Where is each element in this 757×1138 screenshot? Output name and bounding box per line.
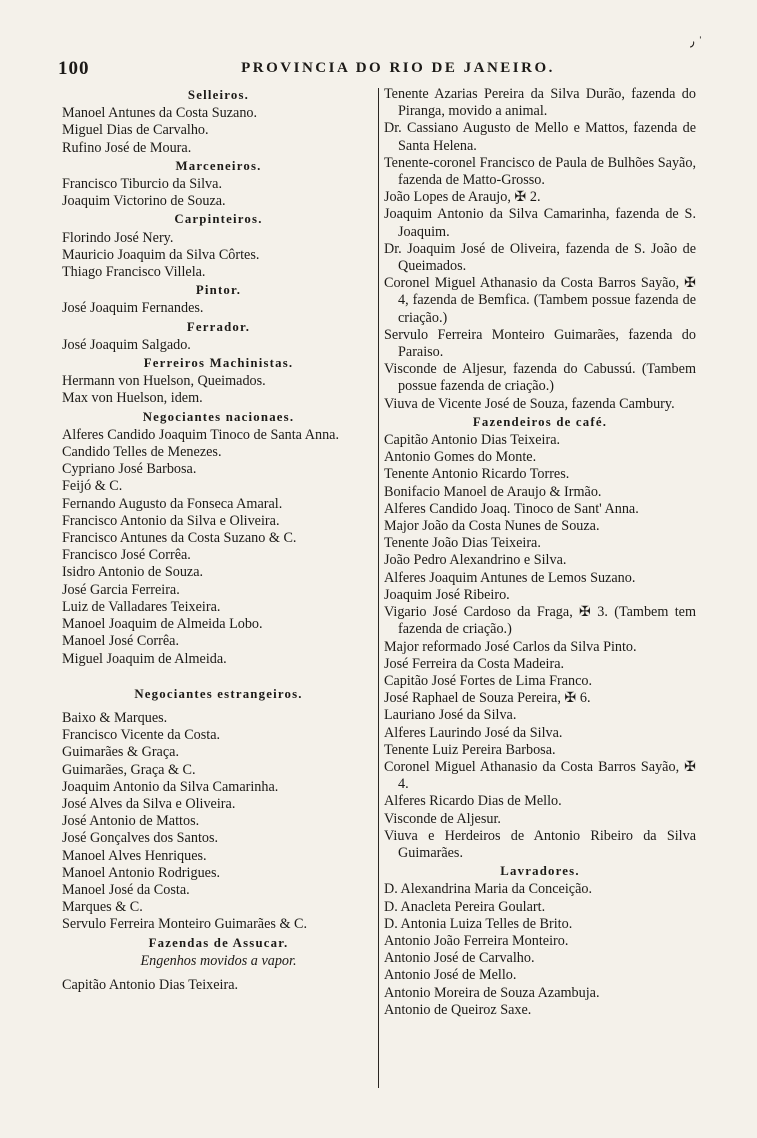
section-heading-fazendas-assucar: Fazendas de Assucar. [148, 935, 289, 950]
section-heading-negociantes-nacionaes: Negociantes nacionaes. [142, 409, 295, 424]
section-heading-selleiros: Selleiros. [187, 88, 250, 102]
list-item: Luiz de Valladares Teixeira. [62, 598, 221, 615]
list-item: Manoel José da Costa. [62, 881, 190, 898]
list-item: Servulo Ferreira Monteiro Guimarães, fazenda do Paraiso. [384, 326, 696, 361]
list-item: Rufino José de Moura. [62, 139, 192, 156]
list-item: Capitão Antonio Dias Teixeira. [62, 976, 239, 993]
list-item: José Gonçalves dos Santos. [62, 830, 219, 847]
list-item: Francisco José Corrêa. [62, 547, 191, 564]
column-rule [378, 88, 379, 1088]
list-item: Joaquim José Ribeiro. [384, 586, 510, 603]
list-item: Cypriano José Barbosa. [62, 461, 197, 478]
list-item: Tenente Luiz Pereira Barbosa. [384, 741, 556, 758]
page-number: 100 [58, 58, 90, 79]
list-item: D. Anacleta Pereira Goulart. [384, 898, 546, 915]
list-item: Antonio José de Carvalho. [384, 950, 535, 967]
section-heading-carpinteiros: Carpinteiros. [174, 212, 263, 227]
list-item: D. Alexandrina Maria da Conceição. [384, 881, 593, 898]
list-item: Alferes Laurindo José da Silva. [384, 724, 563, 741]
list-item: João Pedro Alexandrino e Silva. [384, 552, 567, 569]
list-item: Feijó & C. [62, 478, 123, 495]
list-item: Major reformado José Carlos da Silva Pinto. [384, 638, 637, 655]
left-column [62, 86, 375, 994]
list-item: Joaquim Antonio da Silva Camarinha, fazenda de S. Joaquim. [384, 206, 696, 240]
list-item: Mauricio Joaquim da Silva Côrtes. [62, 246, 260, 263]
list-item: Francisco Antonio da Silva e Oliveira. [62, 512, 280, 529]
list-item: Alferes Candido Joaquim Tinoco de Santa Anna. [62, 426, 340, 443]
list-item: Candido Telles de Menezes. [62, 444, 222, 461]
list-item: Antonio Gomes do Monte. [384, 449, 537, 466]
list-item: Dr. Cassiano Augusto de Mello e Mattos, fazenda de Santa Helena. [384, 120, 696, 154]
list-item: Tenente João Dias Teixeira. [384, 535, 541, 552]
list-item: Baixo & Marques. [62, 709, 168, 726]
list-item: José Garcia Ferreira. [62, 581, 180, 598]
list-item: Francisco Antunes da Costa Suzano & C. [62, 530, 297, 547]
list-item: Max von Huelson, idem. [62, 390, 203, 407]
list-item: José Joaquim Fernandes. [62, 300, 204, 317]
list-item: Servulo Ferreira Monteiro Guimarães & C. [62, 916, 308, 933]
list-item: Francisco Vicente da Costa. [62, 727, 221, 744]
list-item: Vigario José Cardoso da Fraga, ✠ 3. (Tambem tem fazenda de criação.) [384, 604, 696, 638]
list-item: Coronel Miguel Athanasio da Costa Barros Sayão, ✠ 4. [384, 758, 696, 793]
list-item: José Raphael de Souza Pereira, ✠ 6. [384, 690, 591, 707]
section-heading-lavradores: Lavradores. [500, 864, 580, 879]
section-heading-marceneiros: Marceneiros. [175, 158, 262, 173]
list-item: Viuva e Herdeiros de Antonio Ribeiro da Silva Guimarães. [384, 827, 696, 861]
section-heading-pintor: Pintor. [195, 283, 242, 298]
list-item: Guimarães, Graça & C. [62, 761, 196, 778]
list-item: Visconde de Aljesur, fazenda do Cabussú. (Tambem possue fazenda de criação.) [384, 361, 696, 395]
list-item: José Antonio de Mattos. [62, 813, 200, 830]
list-item: Guimarães & Graça. [62, 744, 179, 761]
list-item: Coronel Miguel Athanasio da Costa Barros Sayão, ✠ 4, fazenda de Bemfica. (Tambem possue fazenda de criação.) [384, 275, 696, 326]
list-item: Joaquim Victorino de Souza. [62, 193, 226, 210]
corner-mark: ٫ ˈ [690, 35, 703, 50]
spacer [62, 668, 375, 685]
list-item: Manoel Antonio Rodrigues. [62, 864, 221, 881]
list-item: Major João da Costa Nunes de Souza. [384, 518, 600, 535]
list-item: Thiago Francisco Villela. [62, 264, 206, 281]
section-heading-ferrador: Ferrador. [186, 319, 251, 334]
list-item: Lauriano José da Silva. [384, 707, 517, 724]
list-item: Antonio Moreira de Souza Azambuja. [384, 984, 600, 1001]
list-item: Visconde de Aljesur. [384, 810, 501, 827]
list-item: Alferes Ricardo Dias de Mello. [384, 793, 562, 810]
list-item: Antonio José de Mello. [384, 967, 517, 984]
list-item: Marques & C. [62, 899, 143, 916]
list-item: Bonifacio Manoel de Araujo & Irmão. [384, 483, 602, 500]
list-item: Alferes Joaquim Antunes de Lemos Suzano. [384, 569, 636, 586]
list-item: Miguel Joaquim de Almeida. [62, 650, 227, 667]
list-item: Tenente-coronel Francisco de Paula de Bulhões Sayão, fazenda de Matto-Grosso. [384, 154, 696, 189]
list-item: José Alves da Silva e Oliveira. [62, 795, 236, 812]
list-item: Fernando Augusto da Fonseca Amaral. [62, 495, 283, 512]
list-item: Isidro Antonio de Souza. [62, 564, 204, 581]
list-item: Joaquim Antonio da Silva Camarinha. [62, 778, 279, 795]
right-column [384, 86, 696, 1019]
list-item: Manoel Joaquim de Almeida Lobo. [62, 616, 263, 633]
section-subheading: Engenhos movidos a vapor. [140, 952, 297, 969]
running-head: PROVINCIA DO RIO DE JANEIRO. [241, 60, 555, 76]
list-item: Manoel José Corrêa. [62, 633, 180, 650]
list-item: Florindo José Nery. [62, 229, 174, 246]
list-item: Antonio de Queiroz Saxe. [384, 1001, 532, 1018]
list-item: Capitão Antonio Dias Teixeira. [384, 432, 561, 449]
list-item: Antonio João Ferreira Monteiro. [384, 932, 569, 949]
list-item: José Joaquim Salgado. [62, 336, 191, 353]
section-heading-ferreiros: Ferreiros Machinistas. [143, 356, 294, 371]
list-item: Tenente Azarias Pereira da Silva Durão, fazenda do Piranga, movido a animal. [384, 86, 696, 120]
section-heading-fazendeiros-cafe: Fazendeiros de café. [472, 414, 608, 429]
list-item: Alferes Candido Joaq. Tinoco de Sant' Anna. [384, 500, 639, 517]
page-header [58, 58, 698, 80]
list-item: João Lopes de Araujo, ✠ 2. [384, 189, 541, 206]
list-item: Capitão José Fortes de Lima Franco. [384, 672, 593, 689]
list-item: José Ferreira da Costa Madeira. [384, 655, 565, 672]
list-item: Tenente Antonio Ricardo Torres. [384, 466, 570, 483]
list-item: Manoel Alves Henriques. [62, 847, 207, 864]
list-item: Dr. Joaquim José de Oliveira, fazenda de S. João de Queimados. [384, 240, 696, 275]
list-item: Miguel Dias de Carvalho. [62, 122, 209, 139]
list-item: Viuva de Vicente José de Souza, fazenda Cambury. [384, 395, 675, 412]
list-item: D. Antonia Luiza Telles de Brito. [384, 915, 573, 932]
list-item: Hermann von Huelson, Queimados. [62, 373, 266, 390]
list-item: Francisco Tiburcio da Silva. [62, 176, 222, 193]
list-item: Manoel Antunes da Costa Suzano. [62, 105, 258, 122]
section-heading-negociantes-estrangeiros: Negociantes estrangeiros. [134, 686, 303, 701]
